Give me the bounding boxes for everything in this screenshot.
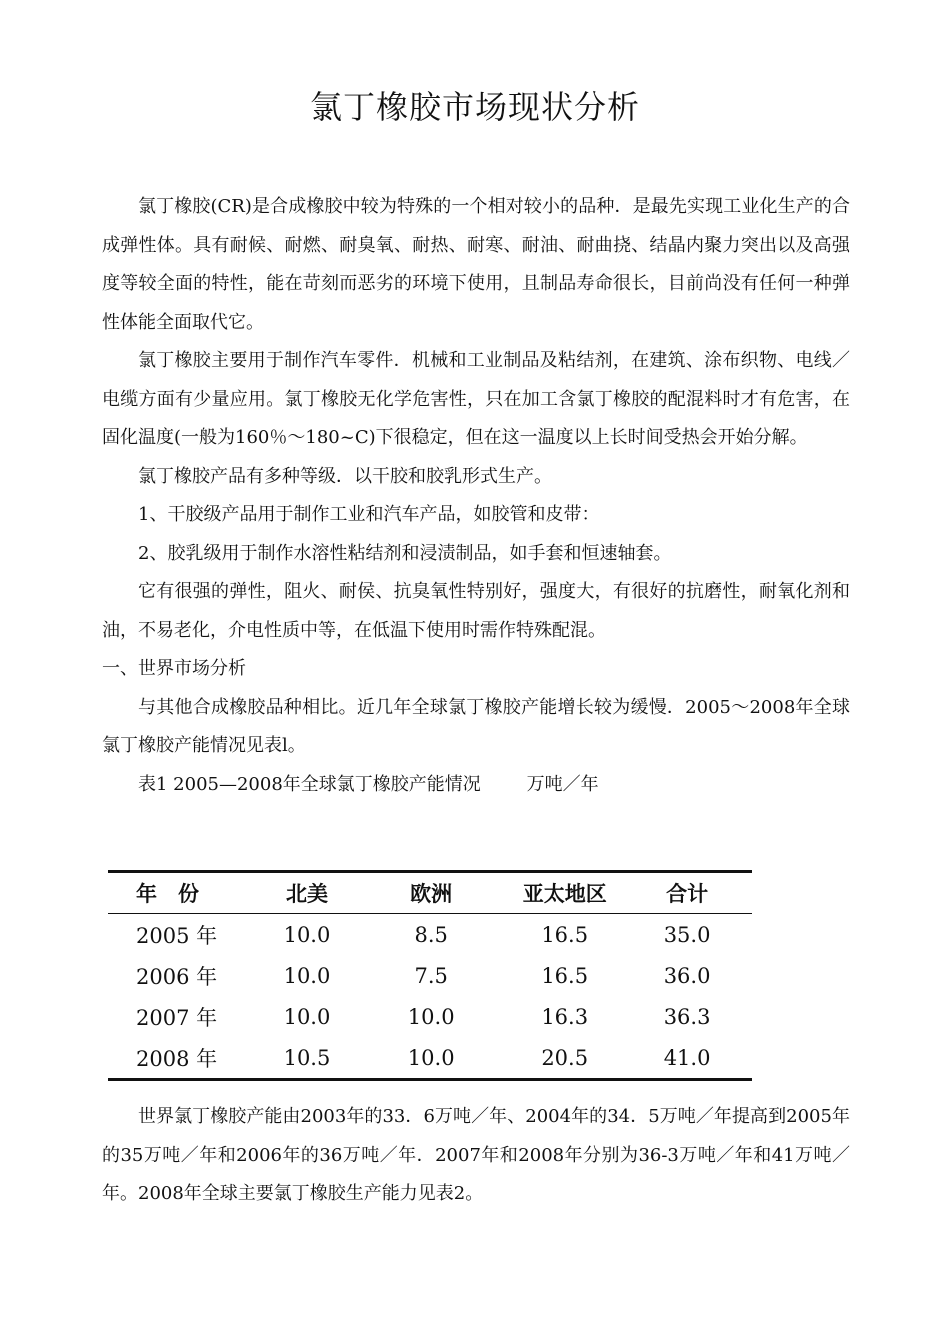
- paragraph-intro: 氯丁橡胶(CR)是合成橡胶中较为特殊的一个相对较小的品种．是最先实现工业化生产的合成弹性体。具有耐候、耐燃、耐臭氧、耐热、耐寒、耐油、耐曲挠、结晶内聚力突出以及高强度等较全面的特性，能在苛刻而恶劣的环境下使用，且制品寿命很长，目前尚没有任何一种弹性体能全面取代它。: [102, 196, 850, 333]
- cell-europe: 10.0: [407, 1004, 455, 1029]
- after-table-text: [102, 1098, 850, 1214]
- cell-asia-pacific: 16.3: [541, 1004, 589, 1029]
- list-item-dry-rubber: 1、干胶级产品用于制作工业和汽车产品，如胶管和皮带：: [138, 504, 600, 525]
- header-year: 年 份: [136, 881, 199, 906]
- cell-total: 36.0: [663, 963, 711, 988]
- header-europe: 欧洲: [410, 881, 453, 906]
- cell-asia-pacific: 16.5: [541, 922, 589, 947]
- cell-year: 2005 年: [136, 923, 218, 948]
- cell-north-america: 10.5: [283, 1045, 331, 1070]
- table-row: [108, 1037, 752, 1080]
- cell-total: 41.0: [663, 1045, 711, 1070]
- paragraph-grades: 氯丁橡胶产品有多种等级．以干胶和胶乳形式生产。: [138, 465, 552, 487]
- cell-north-america: 10.0: [283, 963, 331, 988]
- document-title: 氯丁橡胶市场现状分析: [309, 88, 640, 126]
- table-header-row: [108, 872, 752, 914]
- header-asia-pacific: 亚太地区: [522, 881, 607, 906]
- cell-north-america: 10.0: [283, 922, 331, 947]
- cell-total: 35.0: [663, 922, 711, 947]
- cell-total: 36.3: [663, 1004, 711, 1029]
- cell-year: 2006 年: [136, 964, 218, 989]
- capacity-table-container: [108, 870, 752, 1081]
- table-row: [108, 914, 752, 956]
- cell-europe: 10.0: [407, 1045, 455, 1070]
- cell-north-america: 10.0: [283, 1004, 331, 1029]
- cell-europe: 7.5: [414, 963, 448, 988]
- body-text: [102, 188, 850, 804]
- list-item-latex: 2、胶乳级用于制作水溶性粘结剂和浸渍制品，如手套和恒速轴套。: [138, 542, 672, 564]
- cell-year: 2007 年: [136, 1005, 218, 1030]
- cell-europe: 8.5: [414, 922, 448, 947]
- header-north-america: 北美: [285, 881, 328, 906]
- table-row: [108, 996, 752, 1037]
- paragraph-world-market: 与其他合成橡胶品种相比。近几年全球氯丁橡胶产能增长较为缓慢．2005～2008年全球氯丁橡胶产能情况见表l。: [102, 696, 850, 756]
- capacity-table: [108, 870, 752, 1081]
- header-total: 合计: [666, 881, 709, 906]
- cell-asia-pacific: 20.5: [541, 1045, 589, 1070]
- section-heading: 一、世界市场分析: [102, 658, 246, 679]
- cell-year: 2008 年: [136, 1046, 218, 1071]
- cell-asia-pacific: 16.5: [541, 963, 589, 988]
- paragraph-applications: 氯丁橡胶主要用于制作汽车零件．机械和工业制品及粘结剂，在建筑、涂布织物、电线／电缆方面有少量应用。氯丁橡胶无化学危害性，只在加工含氯丁橡胶的配混料时才有危害，在固化温度(一般为160％～180~C)下很稳定，但在这一温度以上长时间受热会开始分解。: [102, 350, 850, 448]
- table-caption: 表1 2005—2008年全球氯丁橡胶产能情况 万吨／年: [138, 773, 599, 795]
- table-row: [108, 955, 752, 996]
- paragraph-capacity-growth: 世界氯丁橡胶产能由2003年的33．6万吨／年、2004年的34．5万吨／年提高到2005年的35万吨／年和2006年的36万吨／年．2007年和2008年分别为36-3万吨／年和41万吨／年。2008年全球主要氯丁橡胶生产能力见表2。: [102, 1106, 850, 1204]
- paragraph-properties: 它有很强的弹性，阻火、耐侯、抗臭氧性特别好，强度大，有很好的抗磨性，耐氧化剂和油，不易老化，介电性质中等，在低温下使用时需作特殊配混。: [102, 581, 850, 641]
